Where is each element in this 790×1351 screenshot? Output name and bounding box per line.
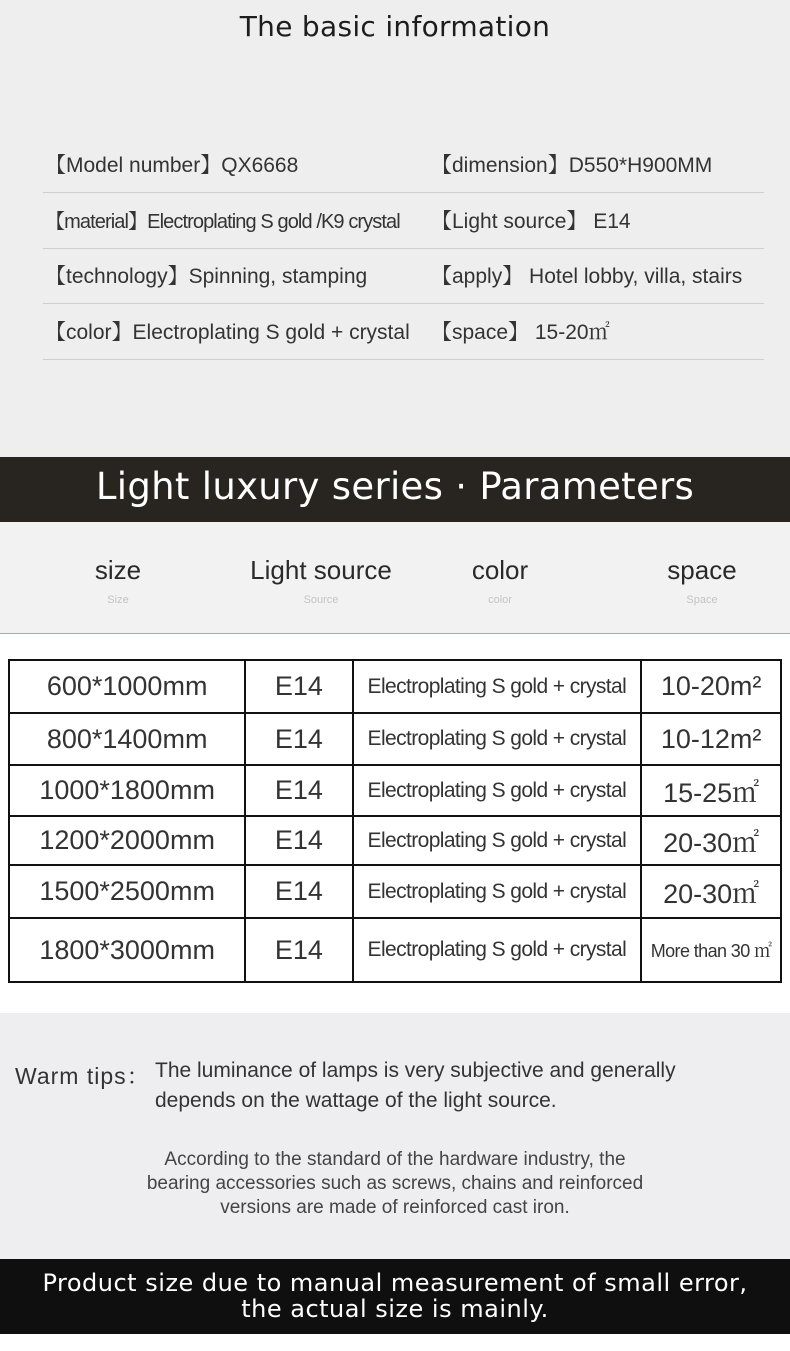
cell-size: 1200*2000mm (9, 816, 245, 865)
header-light-source-label: Light source (250, 555, 392, 585)
cell-color: Electroplating S gold + crystal (353, 660, 642, 713)
warm-tips-section (0, 1013, 790, 1259)
info-row-technology (43, 248, 764, 304)
info-apply: 【apply】 Hotel lobby, villa, stairs (431, 265, 743, 288)
spec-table-section (0, 635, 790, 1013)
header-space-label: space (667, 555, 737, 585)
info-row-color (43, 304, 764, 360)
info-light-source: 【Light source】 E14 (431, 210, 631, 233)
cell-size: 1800*3000mm (9, 918, 245, 982)
table-row (9, 660, 781, 713)
cell-light-source: E14 (245, 765, 352, 816)
cell-space: 20-30㎡ (641, 816, 781, 865)
cell-light-source: E14 (245, 865, 352, 918)
measurement-note-line-2: the actual size is mainly. (241, 1295, 549, 1323)
standard-note-line-2: bearing accessories such as screws, chains and reinforced (146, 1173, 644, 1194)
header-color-label: color (471, 555, 529, 585)
table-row (9, 765, 781, 816)
spec-table (8, 659, 782, 983)
cell-space: 20-30㎡ (641, 865, 781, 918)
info-row-model (43, 137, 764, 193)
cell-size: 800*1400mm (9, 713, 245, 765)
cell-light-source: E14 (245, 918, 352, 982)
info-space: 【space】 15-20㎡ (431, 321, 610, 344)
cell-space: 10-12m² (641, 713, 781, 765)
standard-note-line-1: According to the standard of the hardware industry, the (164, 1149, 626, 1170)
header-size-label: size (94, 555, 142, 585)
cell-size: 1500*2500mm (9, 865, 245, 918)
info-dimension: 【dimension】D550*H900MM (431, 154, 713, 177)
cell-space: 10-20m² (641, 660, 781, 713)
cell-light-source: E14 (245, 660, 352, 713)
warm-tips-line-2: depends on the wattage of the light source. (155, 1089, 557, 1112)
header-space (642, 555, 762, 606)
header-color-sublabel: color (488, 594, 512, 606)
parameters-banner-title: Light luxury series · Parameters (95, 465, 695, 508)
header-light-source (236, 555, 406, 606)
info-row-material (43, 193, 764, 249)
cell-size: 1000*1800mm (9, 765, 245, 816)
measurement-note-band (0, 1259, 790, 1334)
header-size-sublabel: Size (107, 594, 129, 606)
info-color: 【color】Electroplating S gold + crystal (45, 321, 410, 344)
warm-tips-line-1: The luminance of lamps is very subjective and generally (155, 1059, 676, 1082)
cell-color: Electroplating S gold + crystal (353, 865, 642, 918)
header-color (440, 555, 560, 606)
cell-size: 600*1000mm (9, 660, 245, 713)
column-headers (0, 522, 790, 634)
standard-note-line-3: versions are made of reinforced cast iron. (220, 1197, 570, 1218)
cell-light-source: E14 (245, 713, 352, 765)
cell-light-source: E14 (245, 816, 352, 865)
info-technology: 【technology】Spinning, stamping (45, 265, 368, 288)
cell-color: Electroplating S gold + crystal (353, 918, 642, 982)
info-model-number: 【Model number】QX6668 (45, 154, 299, 177)
cell-space: More than 30 ㎡ (641, 918, 781, 982)
cell-color: Electroplating S gold + crystal (353, 765, 642, 816)
warm-tips-label: Warm tips： (15, 1063, 151, 1089)
basic-information-title: The basic information (239, 10, 551, 43)
table-row (9, 918, 781, 982)
basic-information-section (0, 0, 790, 457)
measurement-note-line-1: Product size due to manual measurement of small error, (42, 1269, 748, 1297)
cell-color: Electroplating S gold + crystal (353, 816, 642, 865)
header-light-source-sublabel: Source (303, 594, 339, 606)
table-row (9, 713, 781, 765)
header-size (58, 555, 178, 606)
parameters-banner (0, 457, 790, 522)
info-material: 【material】Electroplating S gold /K9 crystal (45, 211, 400, 233)
table-row (9, 816, 781, 865)
cell-space: 15-25㎡ (641, 765, 781, 816)
cell-color: Electroplating S gold + crystal (353, 713, 642, 765)
header-space-sublabel: Space (686, 594, 718, 606)
table-row (9, 865, 781, 918)
